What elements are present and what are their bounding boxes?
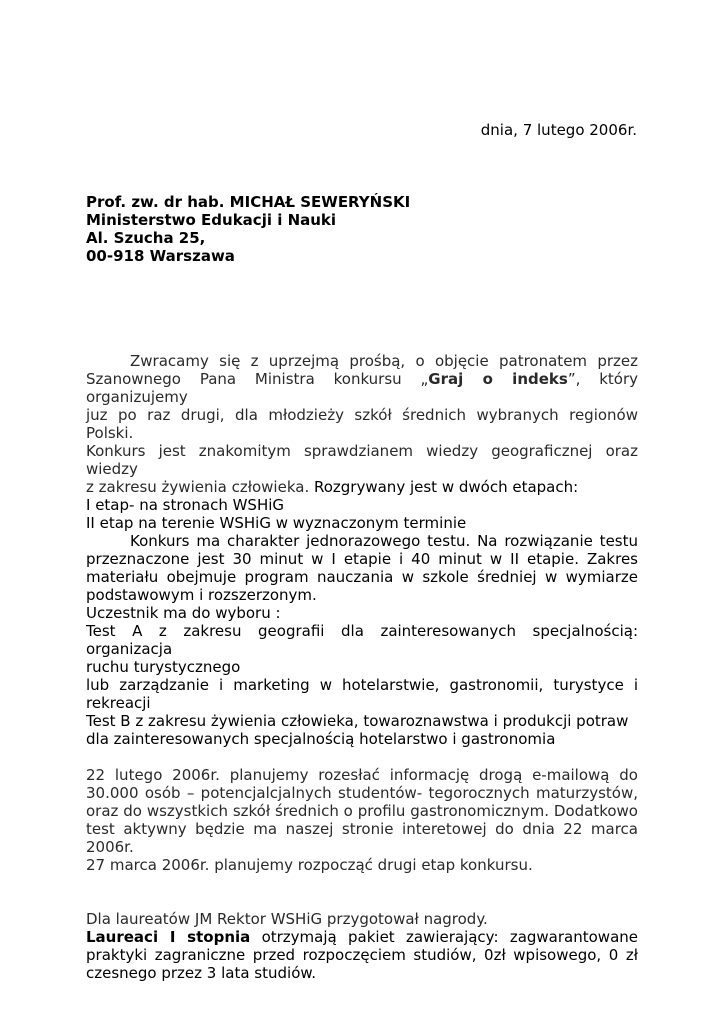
text-line: ruchu turystycznego — [86, 658, 241, 676]
paragraph-schedule — [86, 766, 638, 874]
text-line: Konkurs jest znakomitym sprawdzianem wiedzy geograficznej oraz wiedzy — [86, 442, 638, 478]
text-line: czesnego przez 3 lata studiów. — [86, 964, 317, 982]
text-line: 27 marca 2006r. planujemy rozpocząć drugi etap konkursu. — [86, 856, 533, 874]
contest-name: Graj o indeks — [428, 370, 568, 388]
paragraph-prizes — [86, 910, 638, 982]
text-span: z zakresu żywienia człowieka. — [86, 478, 310, 496]
text-line — [86, 370, 638, 406]
text-line — [86, 928, 638, 946]
text-line: podstawowym i rozszerzonym. — [86, 586, 317, 604]
recipient-city: 00-918 Warszawa — [86, 247, 235, 265]
text-line: I etap- na stronach WSHiG — [86, 496, 285, 514]
text-line — [86, 478, 638, 496]
text-line: przeznaczone jest 30 minut w I etapie i 40 minut w II etapie. Zakres — [86, 550, 638, 568]
text-line: 2006r. — [86, 838, 134, 856]
recipient-street: Al. Szucha 25, — [86, 229, 206, 247]
text-line: 30.000 osób – potencjalcjalnych studentów- tegorocznych maturzystów, — [86, 784, 638, 802]
paragraph-test-details — [86, 532, 638, 748]
text-line: Test A z zakresu geografii dla zainteresowanych specjalnością: organizacja — [86, 622, 638, 658]
text-line: dla zainteresowanych specjalnością hotelarstwo i gastronomia — [86, 730, 556, 748]
text-line: materiału obejmuje program nauczania w szkole średniej w wymiarze — [86, 568, 638, 586]
letter-body — [86, 352, 638, 982]
letter-date: dnia, 7 lutego 2006r. — [480, 121, 637, 139]
text-line: praktyki zagraniczne przed rozpoczęciem studiów, 0zł wpisowego, 0 zł — [86, 946, 638, 964]
laureates-heading: Laureaci I stopnia — [86, 928, 251, 946]
spacer — [86, 748, 638, 766]
paragraph-request — [86, 352, 638, 532]
text-line: Zwracamy się z uprzejmą prośbą, o objęcie patronatem przez — [130, 352, 638, 370]
text-line: Konkurs ma charakter jednorazowego testu. Na rozwiązanie testu — [130, 532, 638, 550]
text-line: juz po raz drugi, dla młodzieży szkół średnich wybranych regionów Polski. — [86, 406, 638, 442]
recipient-institution: Ministerstwo Edukacji i Nauki — [86, 211, 337, 229]
text-line: 22 lutego 2006r. planujemy rozesłać informację drogą e-mailową do — [86, 766, 638, 784]
text-line: oraz do wszystkich szkół średnich o profilu gastronomicznym. Dodatkowo — [86, 802, 638, 820]
text-line: Dla laureatów JM Rektor WSHiG przygotował nagrody. — [86, 910, 488, 928]
spacer — [86, 874, 638, 910]
text-span: ”, który organizujemy — [86, 370, 638, 406]
text-span: otrzymają pakiet zawierający: zagwarantowane — [250, 928, 638, 946]
text-line: lub zarządzanie i marketing w hotelarstwie, gastronomii, turystyce i — [86, 676, 638, 694]
recipient-name: Prof. zw. dr hab. MICHAŁ SEWERYŃSKI — [86, 193, 411, 211]
recipient-address — [86, 193, 410, 265]
text-span: Rozgrywany jest w dwóch etapach: — [309, 478, 579, 496]
text-span: Szanownego Pana Ministra konkursu „ — [86, 370, 429, 388]
text-line: Test B z zakresu żywienia człowieka, towaroznawstwa i produkcji potraw — [86, 712, 629, 730]
text-line: II etap na terenie WSHiG w wyznaczonym terminie — [86, 514, 467, 532]
text-line: rekreacji — [86, 694, 151, 712]
text-line: test aktywny będzie ma naszej stronie interetowej do dnia 22 marca — [86, 820, 638, 838]
text-line: Uczestnik ma do wyboru : — [86, 604, 281, 622]
